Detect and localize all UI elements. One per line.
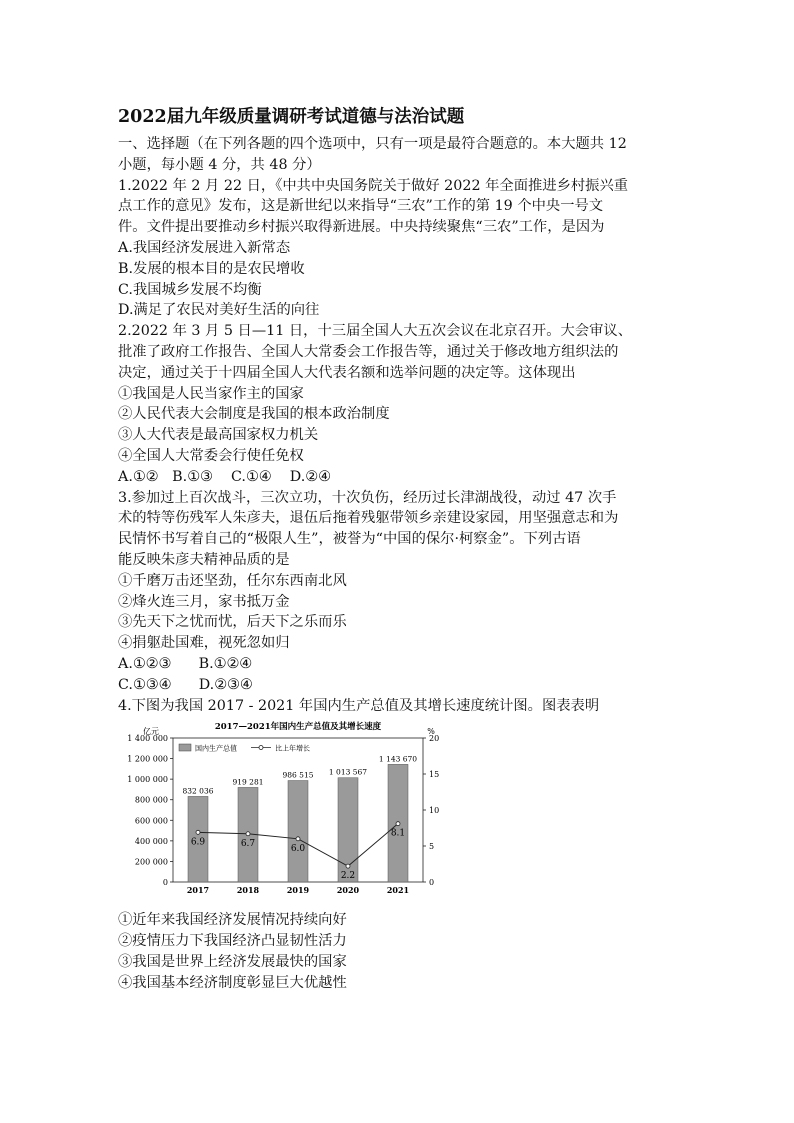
growth-point-label: 6.9 (190, 837, 206, 848)
question-2-options: A.①② B.①③ C.①④ D.②④ (118, 468, 331, 485)
question-1-stem: 件。文件提出要推动乡村振兴取得新进展。中央持续聚焦“三农”工作，是因为 (118, 219, 605, 236)
page-title: 2022届九年级质量调研考试道德与法治试题 (118, 107, 465, 127)
growth-point-label: 6.7 (240, 839, 256, 850)
question-3-stem: 术的特等伤残军人朱彦夫，退伍后拖着残躯带领乡亲建设家园，用坚强意志和为 (118, 510, 619, 527)
legend-bar-label: 国内生产总值 (195, 744, 237, 753)
x-tick-label: 2018 (236, 885, 260, 896)
x-tick-label: 2021 (386, 885, 410, 896)
left-tick-label: 1 000 000 (127, 775, 168, 785)
question-1-stem: 1.2022 年 2 月 22 日，《中共中央国务院关于做好 2022 年全面推进乡村振兴重 (118, 177, 629, 194)
legend-bar-swatch (179, 744, 191, 751)
question-3-item: ②烽火连三月，家书抵万金 (118, 593, 290, 610)
growth-point-label: 8.1 (390, 828, 406, 839)
gdp-bar (288, 781, 308, 882)
right-tick-label: 15 (429, 770, 440, 780)
question-4-item: ①近年来我国经济发展情况持续向好 (118, 912, 347, 929)
gdp-bar-label: 919 281 (232, 777, 264, 787)
section-heading-line: 小题，每小题 4 分，共 48 分） (118, 156, 321, 173)
question-4-item: ④我国基本经济制度彰显巨大优越性 (118, 974, 347, 991)
question-2-stem: 批准了政府工作报告、全国人大常委会工作报告等，通过关于修改地方组织法的 (118, 343, 619, 360)
growth-point (246, 832, 250, 836)
question-3-stem: 民情怀书写着自己的“极限人生”，被誉为“中国的保尔·柯察金”。下列古语 (118, 531, 581, 548)
left-tick-label: 400 000 (134, 837, 168, 847)
growth-point (396, 822, 400, 826)
exam-page (118, 104, 678, 994)
growth-point (296, 837, 300, 841)
x-tick-label: 2017 (186, 885, 210, 896)
x-tick-label: 2020 (336, 885, 360, 896)
left-tick-label: 1 400 000 (127, 734, 168, 744)
question-3-item: ④捐躯赴国难，视死忽如归 (118, 635, 290, 652)
gdp-chart-svg (118, 720, 458, 900)
question-3-options: A.①②③ B.①②④ (118, 655, 253, 672)
growth-point-label: 2.2 (340, 871, 356, 882)
question-1-option-b: B.发展的根本目的是农民增收 (118, 260, 305, 277)
gdp-bar-label: 832 036 (182, 786, 214, 796)
question-1-stem: 点工作的意见》发布，这是新世纪以来指导“三农”工作的第 19 个中央一号文 (118, 198, 604, 215)
right-tick-label: 20 (429, 734, 440, 744)
chart-title: 2017—2021年国内生产总值及其增长速度 (214, 722, 382, 733)
question-2-item: ④全国人大常委会行使任免权 (118, 447, 304, 464)
question-3-stem: 3.参加过上百次战斗，三次立功，十次负伤，经历过长津湖战役，动过 47 次手 (118, 489, 617, 506)
question-3-item: ①千磨万击还坚劲，任尔东西南北风 (118, 572, 347, 589)
right-axis-unit: % (427, 727, 435, 737)
section-heading-line: 一、选择题（在下列各题的四个选项中，只有一项是最符合题意的。本大题共 12 (118, 136, 627, 152)
left-tick-label: 200 000 (134, 857, 168, 867)
gdp-bar-label: 1 143 670 (378, 754, 418, 764)
legend-line-marker (259, 746, 263, 750)
question-3-options: C.①③④ D.②③④ (118, 676, 253, 693)
question-1-option-a: A.我国经济发展进入新常态 (118, 239, 291, 256)
question-2-item: ②人民代表大会制度是我国的根本政治制度 (118, 406, 390, 423)
question-2-item: ①我国是人民当家作主的国家 (118, 385, 304, 402)
x-tick-label: 2019 (286, 885, 310, 896)
question-1-option-d: D.满足了农民对美好生活的向往 (118, 302, 320, 319)
question-2-stem: 2.2022 年 3 月 5 日—11 日，十三届全国人大五次会议在北京召开。大会审议、 (118, 323, 632, 340)
left-tick-label: 800 000 (134, 796, 168, 806)
legend-line-label: 比上年增长 (275, 744, 310, 753)
question-1-option-c: C.我国城乡发展不均衡 (118, 281, 262, 298)
question-4-item: ②疫情压力下我国经济凸显韧性活力 (118, 933, 347, 950)
gdp-bar-label: 986 515 (282, 770, 314, 780)
left-tick-label: 1 200 000 (127, 754, 168, 764)
growth-point (346, 864, 350, 868)
question-3-item: ③先天下之忧而忧，后天下之乐而乐 (118, 614, 347, 631)
right-tick-label: 5 (429, 842, 435, 852)
gdp-chart (118, 720, 458, 900)
question-2-item: ③人大代表是最高国家权力机关 (118, 427, 319, 444)
question-3-stem: 能反映朱彦夫精神品质的是 (118, 551, 290, 568)
question-4-item: ③我国是世界上经济发展最快的国家 (118, 953, 347, 970)
left-axis-unit: 亿元 (143, 727, 159, 737)
left-tick-label: 0 (162, 878, 168, 888)
right-tick-label: 0 (429, 878, 435, 888)
question-2-stem: 决定，通过关于十四届全国人大代表名额和选举问题的决定等。这体现出 (118, 364, 576, 381)
growth-point-label: 6.0 (290, 844, 306, 855)
growth-point (196, 831, 200, 835)
question-4-stem: 4.下图为我国 2017 - 2021 年国内生产总值及其增长速度统计图。图表表明 (118, 697, 600, 714)
gdp-bar-label: 1 013 567 (328, 768, 368, 778)
right-tick-label: 10 (429, 806, 440, 816)
left-tick-label: 600 000 (134, 816, 168, 826)
